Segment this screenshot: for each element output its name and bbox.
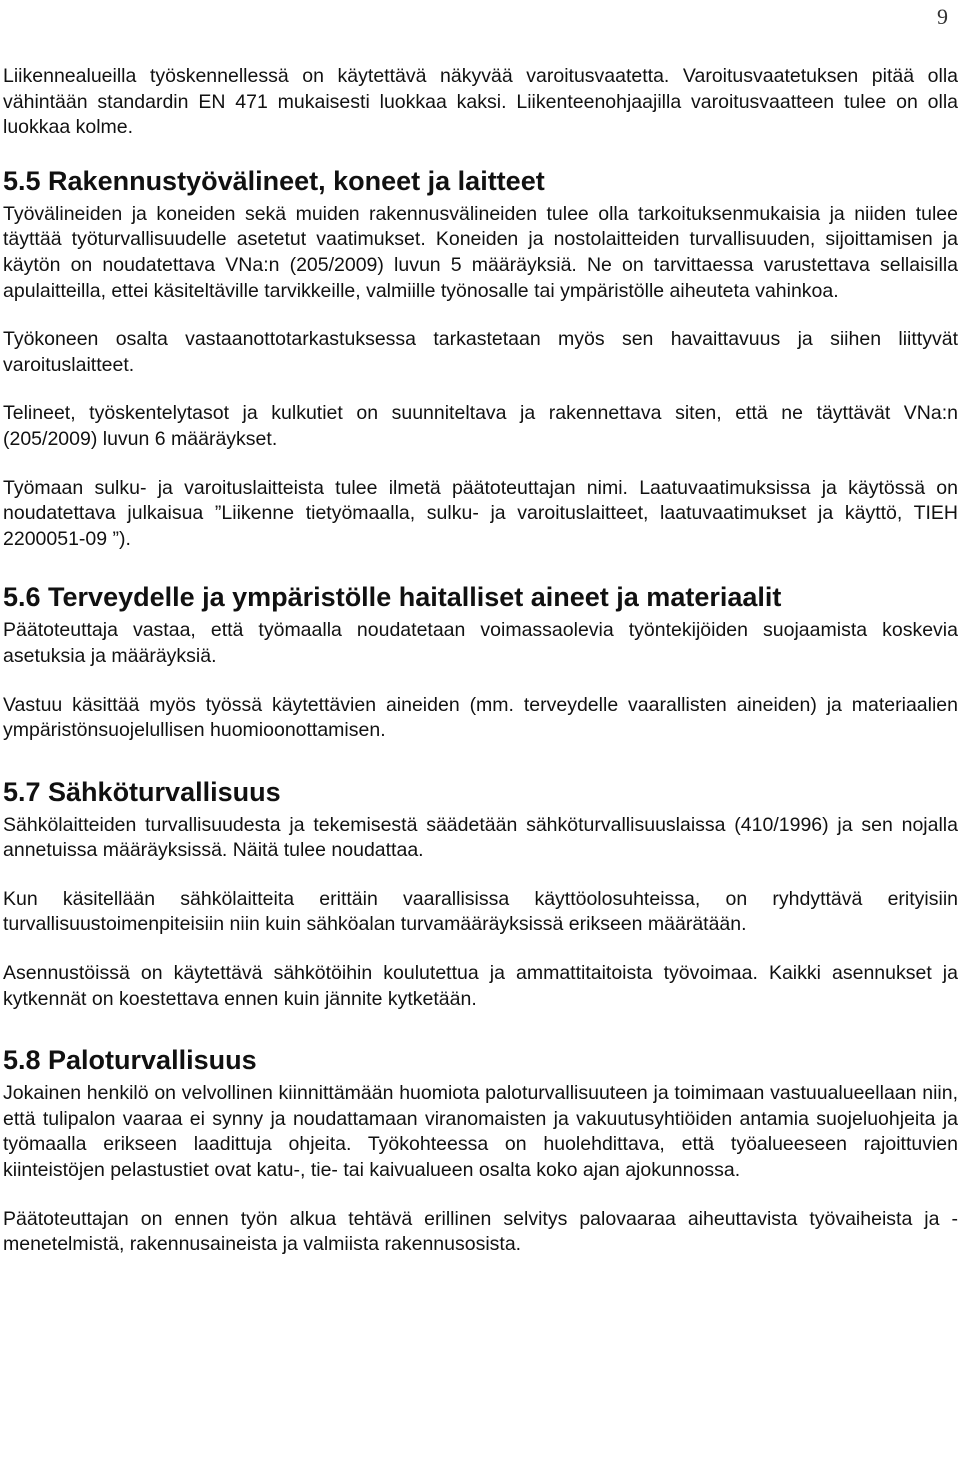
document-body	[3, 64, 958, 1258]
section-5-5-paragraph-3: Telineet, työskentelytasot ja kulkutiet on suunniteltava ja rakennettava siten, että ne täyttävät VNa:n (205/2009) luvun 6 määräykset.	[3, 402, 958, 450]
section-5-6-paragraph-1: Päätoteuttaja vastaa, että työmaalla noudatetaan voimassaolevia työntekijöiden suojaamista koskevia asetuksia ja määräyksiä.	[3, 619, 958, 667]
section-5-7-paragraph-1: Sähkölaitteiden turvallisuudesta ja tekemisestä säädetään sähköturvallisuuslaissa (410/1996) ja sen nojalla annetuissa määräyksissä. Näitä tulee noudattaa.	[3, 813, 958, 862]
section-5-5-paragraph-4: Työmaan sulku- ja varoituslaitteista tulee ilmetä päätoteuttajan nimi. Laatuvaatimuksissa ja käytössä on noudatettava julkaisua ”Liikenne tietyömaalla, sulku- ja varoituslaitteet, laatuvaatimukset ja käyttö, TIEH 2200051-09 ”).	[3, 476, 958, 550]
section-5-6	[3, 581, 958, 743]
section-5-8-paragraph-1: Jokainen henkilö on velvollinen kiinnittämään huomiota paloturvallisuuteen ja toimimaan vastuualueellaan niin, että tulipalon vaaraa ei synny ja noudattamaan viranomaisten ja vakuutusyhtiöiden antamia suojeluohjeita ja työmaalla erikseen laadittuja ohjeita. Työkohteessa on huolehdittava, että työalueeseen rajoittuvien kiinteistöjen pelastustiet ovat katu-, tie- tai kaivualueen osalta koko ajan ajokunnossa.	[3, 1082, 958, 1182]
section-5-8-heading: 5.8 Paloturvallisuus	[3, 1045, 257, 1076]
section-5-5-heading: 5.5 Rakennustyövälineet, koneet ja laitteet	[3, 165, 545, 196]
section-5-7	[3, 776, 958, 1013]
section-5-8	[3, 1044, 958, 1258]
section-5-7-paragraph-2: Kun käsitellään sähkölaitteita erittäin vaarallisissa käyttöolosuhteissa, on ryhdyttävä erityisiin turvallisuustoimenpiteisiin niin kuin sähköalan turvamääräyksissä erikseen määrätään.	[3, 887, 958, 936]
section-5-7-heading: 5.7 Sähköturvallisuus	[3, 776, 281, 807]
section-5-6-paragraph-2: Vastuu käsittää myös työssä käytettävien aineiden (mm. terveydelle vaarallisten aineiden) ja materiaalien ympäristönsuojelullisen huomioonottamisen.	[3, 693, 958, 742]
section-5-6-heading: 5.6 Terveydelle ja ympäristölle haitalliset aineet ja materiaalit	[3, 582, 782, 613]
page-number: 9	[937, 4, 948, 29]
intro-paragraph: Liikennealueilla työskennellessä on käytettävä näkyvää varoitusvaatetta. Varoitusvaatetuksen pitää olla vähintään standardin EN 471 mukaisesti luokkaa kaksi. Liikenteenohjaajilla varoitusvaatteen tulee on olla luokkaa kolme.	[3, 65, 958, 139]
section-5-8-paragraph-2: Päätoteuttajan on ennen työn alkua tehtävä erillinen selvitys palovaaraa aiheuttavista työvaiheista ja -menetelmistä, rakennusaineista ja valmiista rakennusosista.	[3, 1207, 958, 1256]
section-5-5	[3, 165, 958, 553]
section-5-7-paragraph-3: Asennustöissä on käytettävä sähkötöihin koulutettua ja ammattitaitoista työvoimaa. Kaikki asennukset ja kytkennät on koestettava ennen kuin jännite kytketään.	[3, 962, 958, 1010]
section-5-5-paragraph-2: Työkoneen osalta vastaanottotarkastuksessa tarkastetaan myös sen havaittavuus ja siihen liittyvät varoituslaitteet.	[3, 328, 958, 376]
section-5-5-paragraph-1: Työvälineiden ja koneiden sekä muiden rakennusvälineiden tulee olla tarkoituksenmukaisia ja niiden tulee täyttää työturvallisuudelle asetetut vaatimukset. Koneiden ja nostolaitteiden turvallisuuden, sijoittamisen ja käytön on noudatettava VNa:n (205/2009) luvun 5 määräyksiä. Ne on tarvittaessa varustettava sellaisilla apulaitteilla, ettei käsiteltäville tarvikkeille, valmiille työnosalle tai ympäristölle aiheuteta vahinkoa.	[3, 202, 958, 302]
